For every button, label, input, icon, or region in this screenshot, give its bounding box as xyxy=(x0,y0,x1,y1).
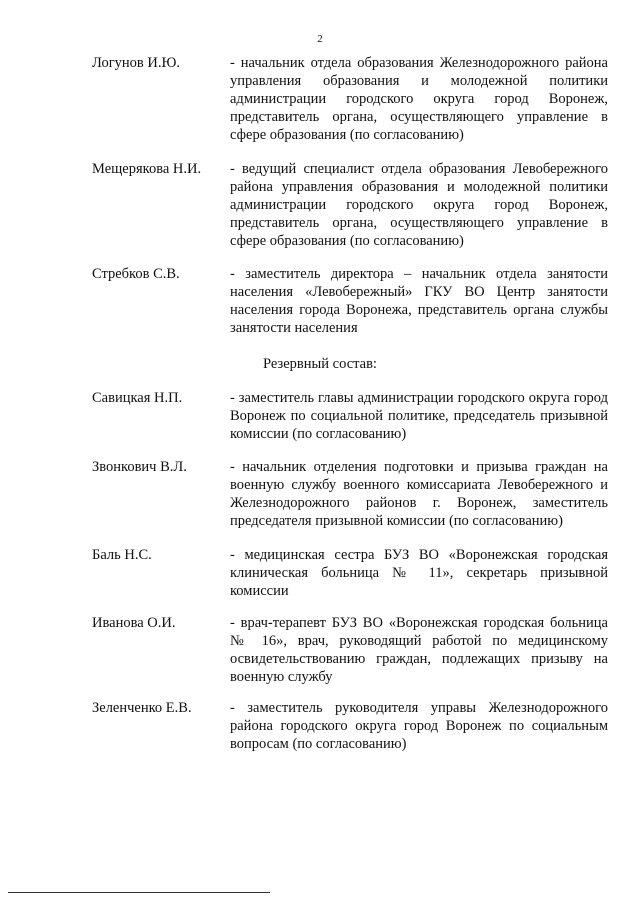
member-description: - заместитель главы администрации городского округа город Воронеж по социальной политике, председатель призывной комиссии (по согласованию) xyxy=(230,390,608,442)
member-name: Мещерякова Н.И. xyxy=(92,161,202,177)
member-description: - врач-терапевт БУЗ ВО «Воронежская городская больница № 16», врач, руководящий работой по медицинскому освидетельствованию граждан, подлежащих призыву на военную службу xyxy=(230,615,608,685)
member-name: Иванова О.И. xyxy=(92,615,176,631)
reserve-section-title: Резервный состав: xyxy=(263,356,377,372)
member-description: - заместитель директора – начальник отдела занятости населения «Левобережный» ГКУ ВО Центр занятости населения города Воронежа, представитель органа службы занятости населения xyxy=(230,266,608,336)
member-description: - ведущий специалист отдела образования Левобережного района управления образования и молодежной политики администрации городского округа город Воронеж, представитель органа, осуществляющего управление в сфере образования (по согласованию) xyxy=(230,161,608,249)
member-name: Зеленченко Е.В. xyxy=(92,700,192,716)
page-number: 2 xyxy=(317,33,323,45)
member-name: Баль Н.С. xyxy=(92,547,152,563)
member-name: Логунов И.Ю. xyxy=(92,55,181,71)
member-name: Савицкая Н.П. xyxy=(92,390,183,406)
member-description: - начальник отделения подготовки и призыва граждан на военную службу военного комиссариата Левобережного и Железнодорожного районов г. Воронеж, заместитель председателя призывной комиссии (по согласованию) xyxy=(230,459,608,529)
member-description: - заместитель руководителя управы Железнодорожного района городского округа город Воронеж по социальным вопросам (по согласованию) xyxy=(230,700,608,752)
member-name: Стребков С.В. xyxy=(92,266,180,282)
member-description: - начальник отдела образования Железнодорожного района управления образования и молодежной политики администрации городского округа город Воронеж, представитель органа, осуществляющего управление в сфере образования (по согласованию) xyxy=(230,55,608,143)
member-name: Звонкович В.Л. xyxy=(92,459,187,475)
footer-divider xyxy=(8,892,270,893)
member-description: - медицинская сестра БУЗ ВО «Воронежская городская клиническая больница № 11», секретарь призывной комиссии xyxy=(230,547,608,599)
